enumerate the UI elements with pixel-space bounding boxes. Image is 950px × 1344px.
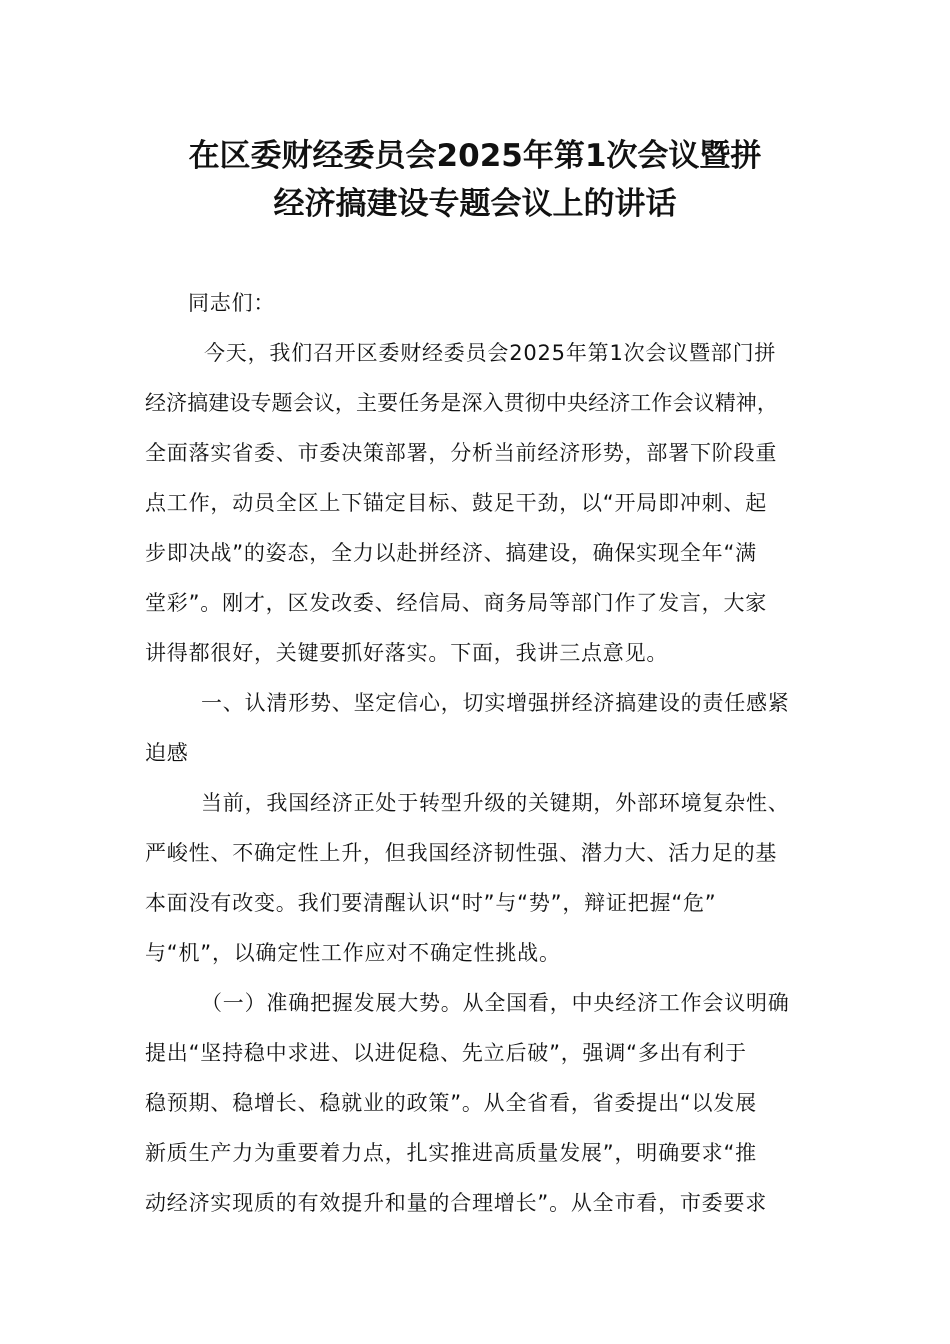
salutation: 同志们： (188, 291, 276, 315)
section-heading-continued: 迫感 (145, 741, 189, 765)
section-heading: 一、认清形势、坚定信心，切实增强拼经济搞建设的责任感紧 (201, 691, 790, 715)
paragraph-line: 稳预期、稳增长、稳就业的政策”。从全省看，省委提出“以发展 (145, 1091, 757, 1115)
paragraph-line: 当前，我国经济正处于转型升级的关键期，外部环境复杂性、 (201, 791, 790, 815)
paragraph-line: 堂彩”。刚才，区发改委、经信局、商务局等部门作了发言，大家 (145, 591, 768, 615)
document-title-line-2: 经济搞建设专题会议上的讲话 (273, 186, 677, 222)
paragraph-line: 全面落实省委、市委决策部署，分析当前经济形势，部署下阶段重 (145, 441, 778, 465)
paragraph-line: 动经济实现质的有效提升和量的合理增长”。从全市看，市委要求 (145, 1191, 768, 1215)
paragraph-line: 提出“坚持稳中求进、以进促稳、先立后破”，强调“多出有利于 (145, 1041, 747, 1065)
paragraph-line: 讲得都很好，关键要抓好落实。下面，我讲三点意见。 (145, 641, 669, 665)
paragraph-line: 今天，我们召开区委财经委员会2025年第1次会议暨部门拼 (204, 341, 777, 365)
paragraph-line: 本面没有改变。我们要清醒认识“时”与“势”，辩证把握“危” (145, 891, 717, 915)
paragraph-line: 与“机”，以确定性工作应对不确定性挑战。 (145, 941, 561, 965)
paragraph-line: 步即决战”的姿态，全力以赴拼经济、搞建设，确保实现全年“满 (145, 541, 757, 565)
paragraph-line: 点工作，动员全区上下锚定目标、鼓足干劲，以“开局即冲刺、起 (145, 491, 768, 515)
paragraph-line: 新质生产力为重要着力点，扎实推进高质量发展”，明确要求“推 (145, 1141, 757, 1165)
document-title-line-1: 在区委财经委员会2025年第1次会议暨拼 (188, 138, 762, 174)
paragraph-line: （一）准确把握发展大势。从全国看，中央经济工作会议明确 (201, 991, 790, 1015)
paragraph-line: 严峻性、不确定性上升，但我国经济韧性强、潜力大、活力足的基 (145, 841, 778, 865)
paragraph-line: 经济搞建设专题会议，主要任务是深入贯彻中央经济工作会议精神， (145, 391, 778, 415)
